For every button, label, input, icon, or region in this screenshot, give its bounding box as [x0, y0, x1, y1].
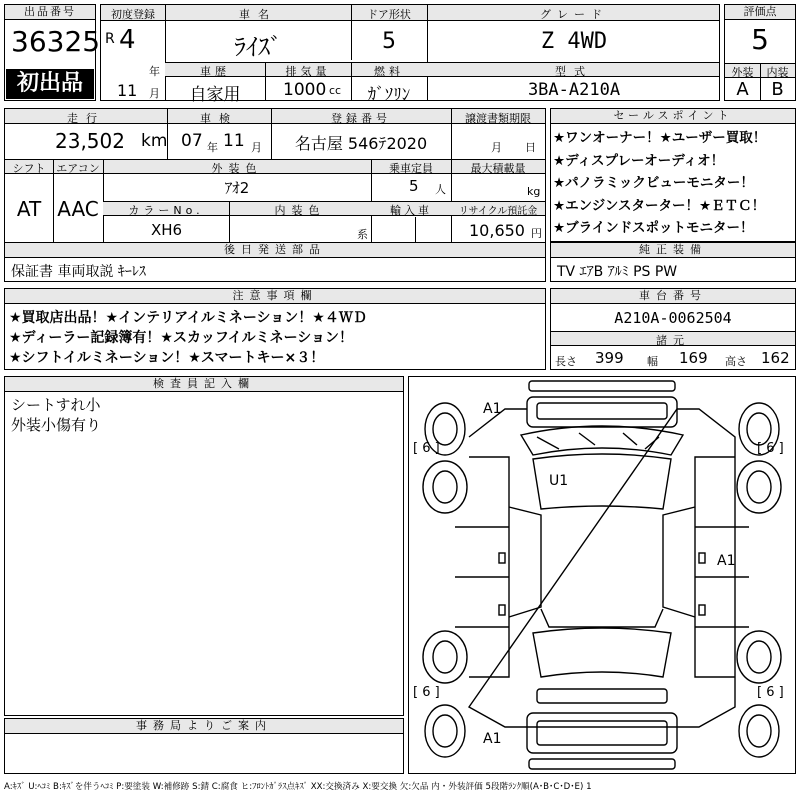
load-label: 最大積載量: [470, 162, 526, 175]
mileage-value: 23,502: [55, 129, 125, 153]
tire-tread: [ 6 ]: [757, 441, 784, 456]
damage-mark: A1: [483, 731, 502, 747]
width-value: 169: [679, 349, 708, 367]
inspection-year: 07: [181, 131, 203, 151]
notes-line: ★ディーラー記録簿有！★スカッフイルミネーション！: [9, 330, 354, 346]
inspector-line: シートすれ小: [11, 396, 101, 414]
load-unit: kg: [527, 185, 541, 198]
score-label: 評価点: [725, 5, 795, 20]
grade-label: グレード: [540, 8, 608, 21]
ac-label: エアコン: [56, 162, 100, 175]
damage-mark: U1: [549, 473, 569, 489]
ext-grade-value: A: [736, 79, 749, 100]
name-label: 車名: [239, 8, 277, 21]
office-box: [4, 718, 404, 774]
reg-label: 初度登録: [111, 8, 155, 21]
reg-era: R: [105, 31, 115, 47]
door-count: 5: [382, 29, 396, 54]
recycle-value: 10,650: [469, 221, 525, 240]
notes-line: ★買取店出品！★インテリアイルミネーション！★４ＷＤ: [9, 310, 367, 326]
int-grade-value: B: [771, 79, 784, 100]
damage-mark: A1: [483, 401, 502, 417]
mileage-unit: km: [141, 131, 168, 151]
lot-number: 36325: [11, 25, 101, 58]
doors-label: ドア形状: [367, 8, 411, 21]
sales-line: ★ディスプレーオーディオ！: [553, 152, 725, 169]
specs-label: 諸元: [656, 334, 690, 347]
legend: A:ｷｽﾞ U:ﾍｺﾐ B:ｷｽﾞを伴うﾍｺﾐ P:要塗装 W:補修跡 S:錆 C:腐食 ヒ:ﾌﾛﾝﾄｶﾞﾗｽ点ｷｽﾞ XX:交換済み X:要交換 欠:欠品 内・外装評価 5段階ﾗﾝｸ順(A･B･C･D･E) 1: [4, 782, 592, 792]
notes-box: [4, 288, 546, 370]
lot-label: 出品番号: [5, 5, 95, 20]
car-outline: [409, 377, 795, 773]
tire-tread: [ 6 ]: [757, 685, 784, 700]
history-value: 自家用: [189, 85, 241, 105]
car-diagram: [408, 376, 796, 774]
equipment-label: 純正装備: [551, 243, 795, 258]
shift-label: シフト: [12, 162, 46, 175]
model-value: 3BA-A210A: [527, 80, 621, 100]
transfer-month-unit: 月: [491, 141, 502, 154]
inspection-label: 車検: [200, 112, 238, 125]
displacement-value: 1000: [283, 80, 327, 100]
reg-month: 11: [117, 81, 138, 100]
displacement-unit: cc: [329, 84, 342, 97]
notes-label: 注意事項欄: [5, 289, 545, 304]
width-label: 幅: [647, 355, 658, 368]
int-color-unit: 系: [357, 228, 368, 241]
grade-value: Z 4WD: [540, 29, 608, 54]
tire-tread: [ 6 ]: [413, 685, 440, 700]
ext-color-value: ｱｵ2: [224, 179, 250, 197]
notes-line: ★シフトイルミネーション！★スマートキー×３！: [9, 350, 325, 366]
ac-value: AAC: [57, 197, 99, 221]
lot-box: [4, 4, 101, 101]
height-value: 162: [761, 349, 790, 367]
equipment-value: TV ｴｱB ｱﾙﾐ PS PW: [557, 264, 678, 280]
length-value: 399: [595, 349, 624, 367]
later-parts-label: 後日発送部品: [5, 243, 545, 258]
detail-grid: [4, 108, 546, 243]
capacity-unit: 人: [435, 183, 446, 196]
inspector-label: 検査員記入欄: [5, 377, 403, 392]
height-label: 高さ: [725, 355, 747, 368]
sales-line: ★パノラミックビューモニター！: [553, 175, 754, 191]
inspection-month: 11: [223, 131, 245, 151]
color-no-value: XH6: [151, 221, 183, 239]
score-value: 5: [751, 23, 769, 56]
equipment-box: [550, 242, 796, 282]
plate-label: 登録番号: [331, 112, 391, 125]
model-label: 型式: [555, 65, 593, 78]
later-parts-value: 保証書 車両取説 ｷｰﾚｽ: [11, 264, 146, 280]
ext-color-label: 外装色: [211, 162, 263, 175]
sales-line: ★ブラインドスポットモニター！: [553, 220, 754, 236]
chassis-label: 車台番号: [551, 289, 795, 304]
later-parts-box: [4, 242, 546, 282]
inspector-line: 外装小傷有り: [11, 416, 102, 434]
history-label: 車歴: [200, 65, 230, 78]
color-no-label: カラーNo.: [128, 204, 204, 217]
length-label: 長さ: [555, 355, 577, 368]
capacity-value: 5: [409, 177, 419, 195]
inspector-box: [4, 376, 404, 716]
sales-line: ★ワンオーナー！★ユーザー買取！: [553, 130, 767, 146]
transfer-day-unit: 日: [525, 141, 536, 154]
car-name: ﾗｲｽﾞ: [234, 33, 282, 61]
shift-value: AT: [16, 197, 42, 221]
fuel-value: ｶﾞｿﾘﾝ: [367, 85, 411, 105]
sales-box: [550, 108, 796, 242]
displacement-label: 排気量: [285, 65, 331, 78]
recycle-label: リサイクル預託金: [458, 206, 538, 217]
fuel-label: 燃料: [374, 65, 404, 78]
sales-line: ★エンジンスターター！★ＥＴＣ！: [553, 197, 766, 214]
capacity-label: 乗車定員: [389, 162, 433, 175]
mileage-label: 走行: [67, 112, 105, 125]
score-box: [724, 4, 796, 101]
reg-year: 4: [119, 25, 136, 55]
top-grid: [100, 4, 720, 105]
damage-mark: A1: [717, 553, 736, 569]
chassis-box: [550, 288, 796, 370]
inspection-year-unit: 年: [207, 141, 218, 154]
ext-grade-label: 外装: [731, 66, 754, 79]
int-color-label: 内装色: [274, 204, 326, 217]
import-label: 輸入車: [390, 204, 432, 217]
first-listing-badge: 初出品: [6, 69, 94, 99]
chassis-value: A210A-0062504: [614, 309, 732, 327]
inspection-month-unit: 月: [251, 141, 262, 154]
transfer-label: 譲渡書類期限: [465, 112, 531, 125]
reg-year-unit: 年: [149, 65, 160, 78]
sales-label: セールスポイント: [551, 109, 795, 124]
office-label: 事務局よりご案内: [5, 719, 403, 734]
tire-tread: [ 6 ]: [413, 441, 440, 456]
recycle-unit: 円: [531, 227, 542, 240]
int-grade-label: 内装: [766, 66, 789, 79]
reg-month-unit: 月: [149, 87, 160, 100]
plate-value: 名古屋 546ﾃ2020: [294, 134, 428, 153]
